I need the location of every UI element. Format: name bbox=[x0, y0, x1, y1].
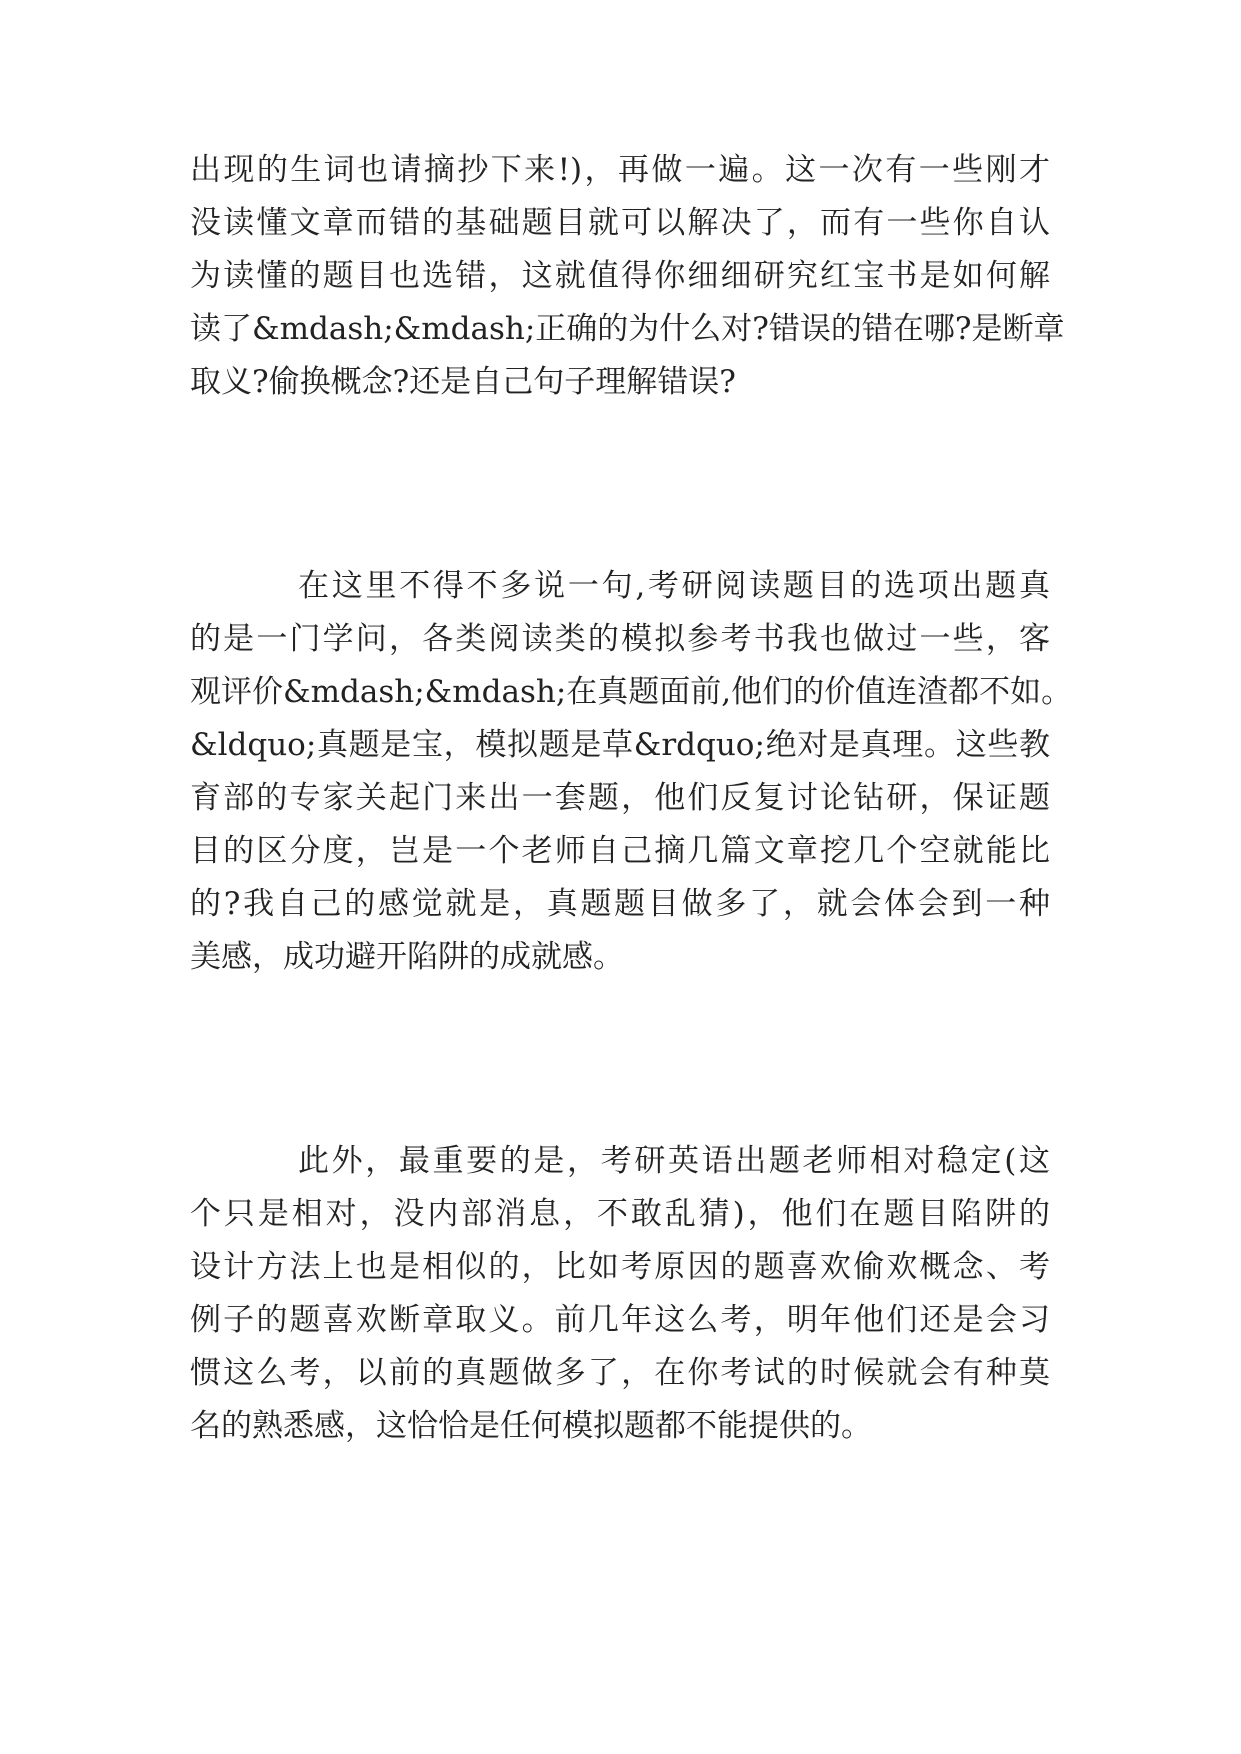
paragraph-line: 取义?偷换概念?还是自己句子理解错误? bbox=[190, 364, 736, 400]
paragraph-line: 个只是相对，没内部消息，不敢乱猜)，他们在题目陷阱的 bbox=[190, 1196, 1050, 1232]
paragraph-line: 观评价&mdash;&mdash;在真题面前,他们的价值连渣都不如。 bbox=[190, 674, 1073, 710]
paragraph-line: 的?我自己的感觉就是，真题题目做多了，就会体会到一种 bbox=[190, 886, 1050, 922]
paragraph-line: 为读懂的题目也选错，这就值得你细细研究红宝书是如何解 bbox=[190, 258, 1050, 294]
paragraph-line: 读了&mdash;&mdash;正确的为什么对?错误的错在哪?是断章 bbox=[190, 311, 1065, 347]
paragraph-line: 例子的题喜欢断章取义。前几年这么考，明年他们还是会习 bbox=[190, 1302, 1050, 1338]
paragraph-line: 名的熟悉感，这恰恰是任何模拟题都不能提供的。 bbox=[190, 1408, 872, 1444]
paragraph-line: 在这里不得不多说一句,考研阅读题目的选项出题真 bbox=[298, 568, 1050, 604]
paragraph-line: 美感，成功避开陷阱的成就感。 bbox=[190, 939, 624, 975]
paragraph-line: 的是一门学问，各类阅读类的模拟参考书我也做过一些，客 bbox=[190, 621, 1050, 657]
paragraph-line: 出现的生词也请摘抄下来!)，再做一遍。这一次有一些刚才 bbox=[190, 152, 1050, 188]
paragraph-line: 此外，最重要的是，考研英语出题老师相对稳定(这 bbox=[298, 1143, 1050, 1179]
paragraph-line: 设计方法上也是相似的，比如考原因的题喜欢偷欢概念、考 bbox=[190, 1249, 1050, 1285]
paragraph-line: 目的区分度，岂是一个老师自己摘几篇文章挖几个空就能比 bbox=[190, 833, 1050, 869]
paragraph-line: 没读懂文章而错的基础题目就可以解决了，而有一些你自认 bbox=[190, 205, 1050, 241]
paragraph-line: 育部的专家关起门来出一套题，他们反复讨论钻研，保证题 bbox=[190, 780, 1050, 816]
paragraph-line: 惯这么考，以前的真题做多了，在你考试的时候就会有种莫 bbox=[190, 1355, 1050, 1391]
paragraph-line: &ldquo;真题是宝，模拟题是草&rdquo;绝对是真理。这些教 bbox=[190, 727, 1050, 763]
